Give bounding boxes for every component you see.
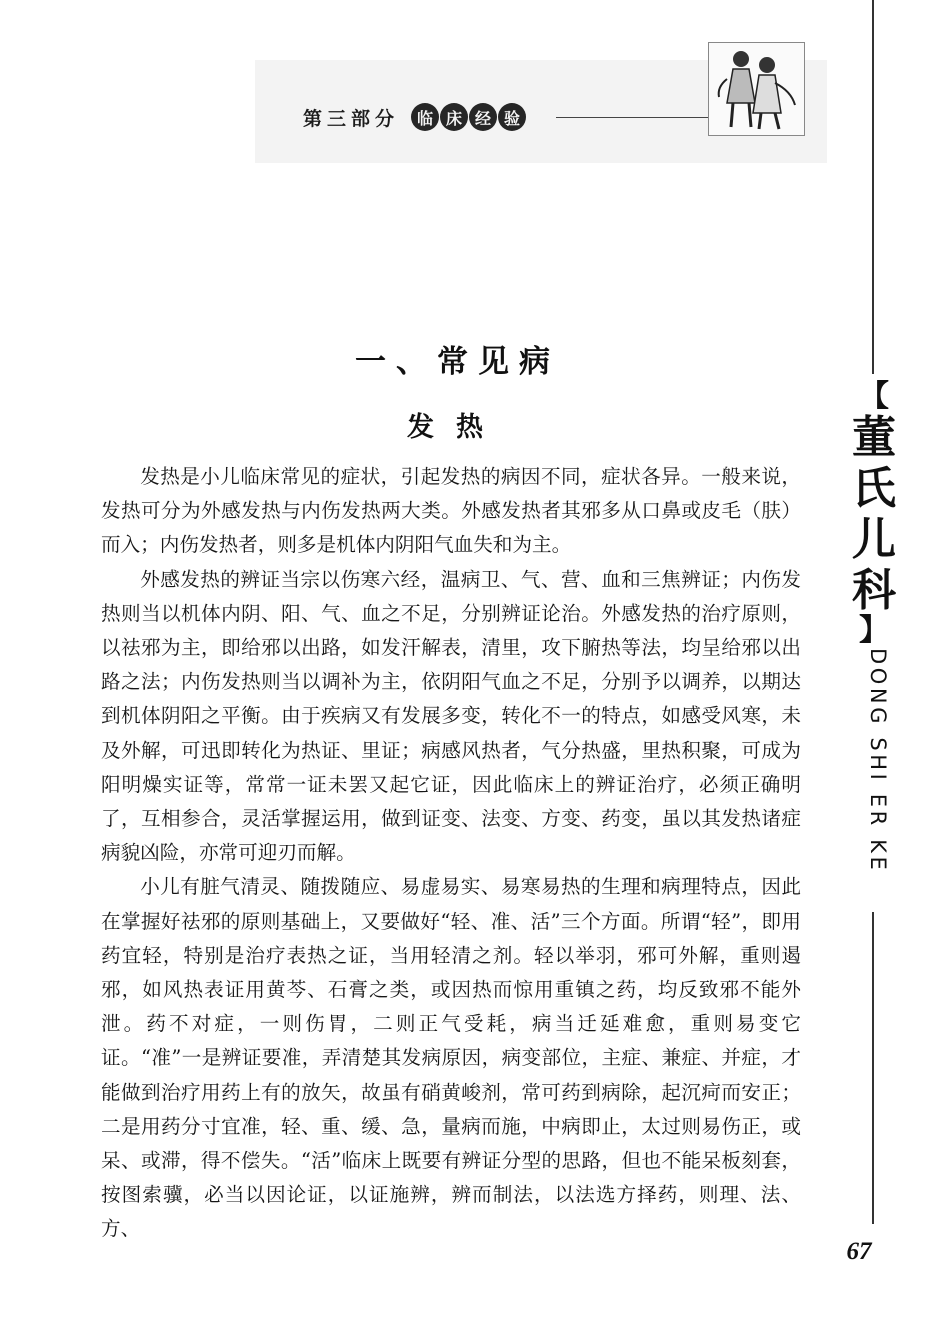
section-subtitle (411, 103, 526, 131)
bracket-open: 【 (859, 379, 889, 414)
page-number: 67 (846, 1238, 872, 1265)
sidebar-latin-title: DONG SHI ER KE (866, 648, 890, 874)
circled-char: 床 (440, 103, 468, 131)
chapter-heading: 一、常见病 (355, 344, 560, 380)
title-char: 科 (852, 565, 896, 616)
title-char: 氏 (852, 463, 896, 514)
title-char: 儿 (852, 514, 896, 565)
circled-char: 验 (498, 103, 526, 131)
title-char: 董 (852, 412, 896, 463)
header-rule (556, 117, 708, 118)
section-header (303, 100, 526, 134)
section-label: 第三部分 (303, 107, 400, 130)
children-illustration-icon (708, 42, 805, 136)
circled-char: 临 (411, 103, 439, 131)
body-text (101, 460, 801, 1247)
paragraph: 外感发热的辨证当宗以伤寒六经，温病卫、气、营、血和三焦辨证；内伤发热则当以机体内阴、阳、气、血之不足，分别辨证论治。外感发热的治疗原则，以祛邪为主，即给邪以出路，如发汗解表，清里，攻下腑热等法，均呈给邪以出路之法；内伤发热则当以调补为主，依阴阳气血之不足，分别予以调养，以期达到机体阴阳之平衡。由于疾病又有发展多变，转化不一的特点，如感受风寒，未及外解，可迅即转化为热证、里证；病感风热者，气分热盛，里热积聚，可成为阳明燥实证等，常常一证未罢又起它证，因此临床上的辨证治疗，必须正确明了，互相参合，灵活掌握运用，做到证变、法变、方变、药变，虽以其发热诸症病貌凶险，亦常可迎刃而解。 (101, 567, 801, 865)
sidebar-rule-top (872, 0, 874, 374)
paragraph: 小儿有脏气清灵、随拨随应、易虚易实、易寒易热的生理和病理特点，因此在掌握好祛邪的原则基础上，又要做好“轻、准、活”三个方面。所谓“轻”，即用药宜轻，特别是治疗表热之证，当用轻清之剂。轻以举羽，邪可外解，重则遏邪，如风热表证用黄芩、石膏之类，或因热而惊用重镇之药，均反致邪不能外泄。药不对症，一则伤胃，二则正气受耗，病当迁延难愈，重则易变它证。“准”一是辨证要准，弄清楚其发病原因，病变部位，主症、兼症、并症，才能做到治疗用药上有的放矢，故虽有硝黄峻剂，常可药到病除，起沉疴而安正；二是用药分寸宜准，轻、重、缓、急，量病而施，中病即止，太过则易伤正，或呆、或滞，得不偿失。“活”临床上既要有辨证分型的思路，但也不能呆板刻套，按图索骥，必当以因论证，以证施辨，辨而制法，以法选方择药，则理、法、方、 (101, 875, 801, 1241)
section-subheading: 发热 (407, 412, 505, 443)
sidebar-rule-bottom (872, 912, 874, 1224)
circled-char: 经 (469, 103, 497, 131)
bracket-close: 】 (859, 613, 889, 648)
paragraph: 发热是小儿临床常见的症状，引起发热的病因不同，症状各异。一般来说，发热可分为外感发热与内伤发热两大类。外感发热者其邪多从口鼻或皮毛（肤）而入；内伤发热者，则多是机体内阴阳气血失和为主。 (101, 465, 801, 557)
sidebar-title (836, 379, 912, 648)
